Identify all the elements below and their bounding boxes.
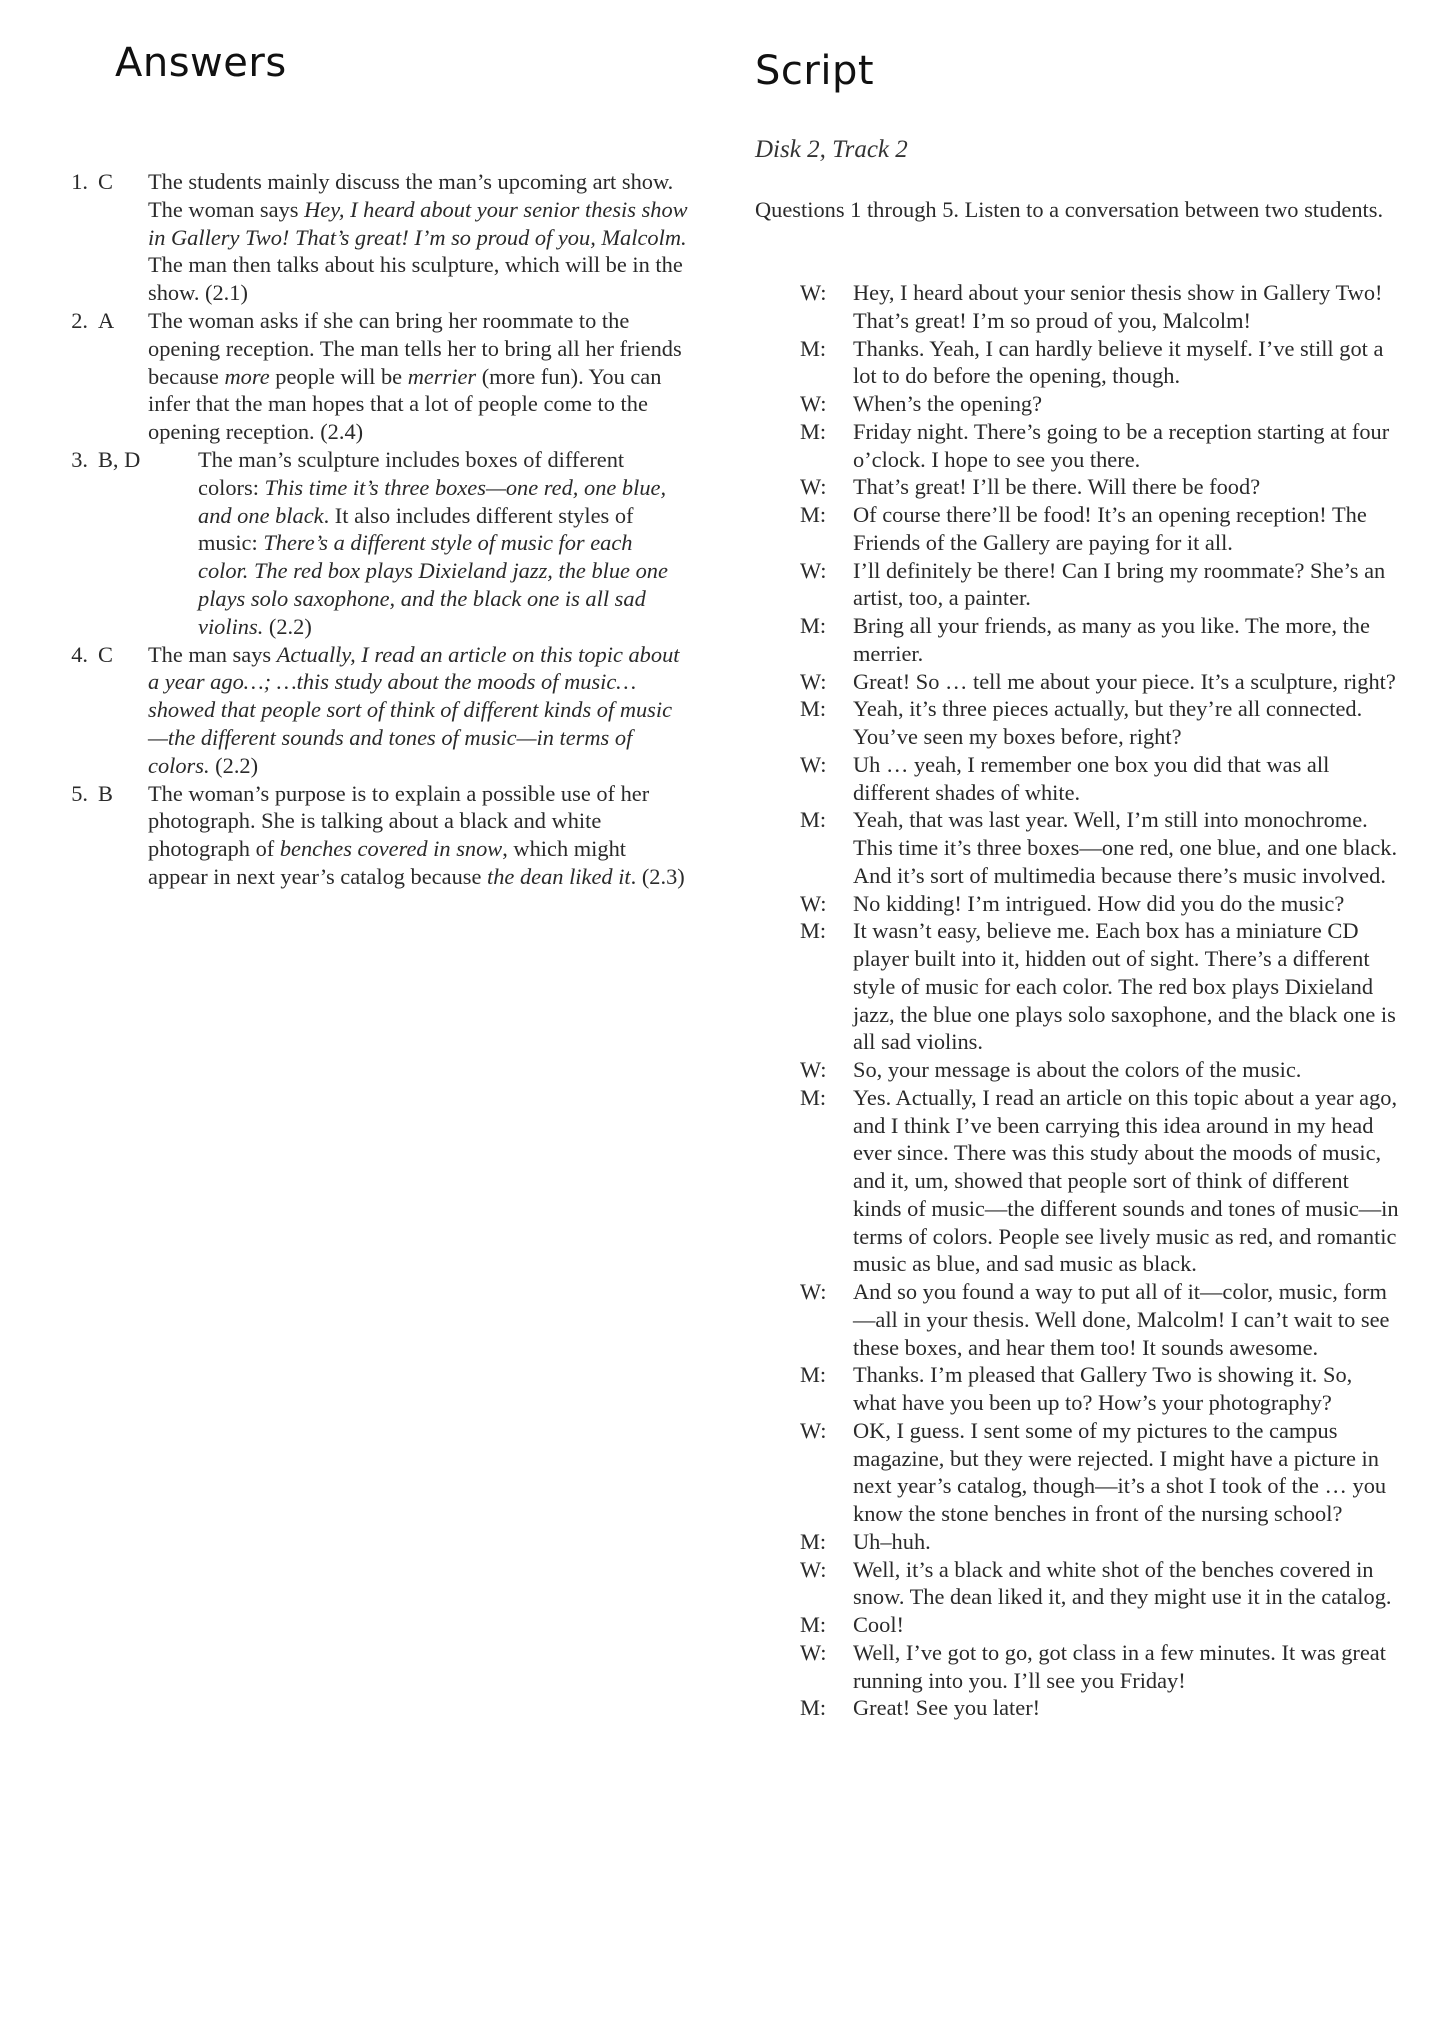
quoted-text: benches covered in snow <box>279 836 503 862</box>
disk-track-label: Disk 2, Track 2 <box>755 136 908 163</box>
explanation-text: The man’s sculpture includes boxes of different colors: <box>198 446 625 500</box>
answer-item <box>58 641 688 780</box>
utterance-text: Yes. Actually, I read an article on this topic about a year ago, and I think I’ve been carrying this idea around in my head ever since. There was this study about the moods of music, and it, um, showed that people sort of think of different kinds of music—the different sounds and tones of music—in terms of colors. People see lively music as red, and romantic music as blue, and sad music as black. <box>853 1084 1399 1277</box>
answer-item <box>58 307 688 446</box>
utterance-text: Of course there’ll be food! It’s an opening reception! The Friends of the Gallery are paying for it all. <box>853 502 1367 555</box>
explanation-text: The woman’s purpose is to explain a possible use of her photograph. She is talking about a black and white photograph of <box>148 780 650 862</box>
answer-number: 2. <box>71 307 88 333</box>
speaker-label: M: <box>800 335 827 361</box>
explanation-text: The man then talks about his sculpture, which will be in the show. (2.1) <box>148 252 683 306</box>
dialogue-line <box>800 335 1400 391</box>
dialogue-line <box>800 279 1400 335</box>
answer-explanation <box>148 641 688 780</box>
answers-heading: Answers <box>115 40 287 86</box>
speaker-label: M: <box>800 613 827 638</box>
utterance-text: Uh–huh. <box>853 1528 931 1554</box>
answer-explanation <box>198 446 688 641</box>
speaker-label: W: <box>800 474 827 500</box>
dialogue-line <box>800 1611 1400 1639</box>
quoted-text: merrier <box>407 363 477 389</box>
dialogue-line <box>800 751 1400 807</box>
speaker-label: M: <box>800 1528 827 1554</box>
speaker-label: M: <box>800 1612 827 1637</box>
utterance-text: Thanks. I’m pleased that Gallery Two is showing it. So, what have you been up to? How’s your photography? <box>853 1362 1353 1415</box>
dialogue-line <box>800 1528 1400 1556</box>
answer-key: C <box>98 641 113 667</box>
explanation-text: people will be <box>269 363 408 389</box>
quoted-text: more <box>224 363 270 389</box>
dialogue-line <box>800 1417 1400 1528</box>
explanation-text: (more fun). You can infer that the man hopes that a lot of people come to the opening reception. (2.4) <box>148 363 662 445</box>
utterance-text: Yeah, it’s three pieces actually, but they’re all connected. You’ve seen my boxes before, right? <box>853 696 1363 749</box>
speaker-label: M: <box>800 1695 827 1721</box>
answer-number: 5. <box>71 780 88 806</box>
utterance-text: When’s the opening? <box>853 391 1043 416</box>
speaker-label: W: <box>800 1279 827 1304</box>
utterance-text: Bring all your friends, as many as you like. The more, the merrier. <box>853 613 1370 666</box>
speaker-label: M: <box>800 918 827 944</box>
speaker-label: M: <box>800 807 827 833</box>
utterance-text: Well, it’s a black and white shot of the benches covered in snow. The dean liked it, and they might use it in the catalog. <box>853 1556 1392 1610</box>
quoted-text: This time it’s three boxes—one red, one blue, and one black <box>198 474 667 528</box>
utterance-text: Great! So … tell me about your piece. It’s a sculpture, right? <box>853 668 1396 694</box>
answer-explanation <box>148 168 688 307</box>
utterance-text: Hey, I heard about your senior thesis show in Gallery Two! That’s great! I’m so proud of you, Malcolm! <box>853 280 1383 333</box>
dialogue-line <box>800 1694 1400 1722</box>
dialogue-line <box>800 917 1400 1056</box>
speaker-label: W: <box>800 890 827 916</box>
dialogue-line <box>800 1084 1400 1278</box>
dialogue-line <box>800 668 1400 696</box>
utterance-text: No kidding! I’m intrigued. How did you do the music? <box>853 890 1345 916</box>
explanation-text: The woman asks if she can bring her roommate to the opening reception. The man tells her to bring all her friends because <box>148 307 682 389</box>
utterance-text: Uh … yeah, I remember one box you did that was all different shades of white. <box>853 751 1330 805</box>
script-heading: Script <box>755 48 875 94</box>
explanation-text: The man says <box>148 641 277 667</box>
answers-list <box>58 168 688 891</box>
speaker-label: W: <box>800 1417 827 1443</box>
dialogue-line <box>800 1056 1400 1084</box>
utterance-text: It wasn’t easy, believe me. Each box has a miniature CD player built into it, hidden out of sight. There’s a different style of music for each color. The red box plays Dixieland jazz, the blue one plays solo saxophone, and the black one is all sad violins. <box>853 918 1396 1055</box>
speaker-label: M: <box>800 1362 827 1388</box>
dialogue-line <box>800 806 1400 889</box>
dialogue-line <box>800 890 1400 918</box>
answer-key: C <box>98 169 113 194</box>
dialogue-line <box>800 1361 1400 1417</box>
quoted-text: There’s a different style of music for each color. The red box plays Dixieland jazz, the blue one plays solo saxophone, and the black one is all sad violins. <box>198 530 668 639</box>
utterance-text: Great! See you later! <box>853 1695 1041 1721</box>
utterance-text: Cool! <box>853 1612 905 1637</box>
speaker-label: M: <box>800 502 827 527</box>
explanation-text: . (2.3) <box>630 863 685 889</box>
dialogue-line <box>800 1556 1400 1612</box>
utterance-text: So, your message is about the colors of the music. <box>853 1057 1302 1082</box>
answer-item <box>58 446 688 641</box>
speaker-label: W: <box>800 280 827 305</box>
speaker-label: W: <box>800 391 827 416</box>
answer-explanation <box>148 307 688 446</box>
utterance-text: Well, I’ve got to go, got class in a few minutes. It was great running into you. I’ll see you Friday! <box>853 1639 1386 1693</box>
answer-item <box>58 168 688 307</box>
explanation-text: . It also includes different styles of music: <box>198 502 634 556</box>
dialogue-line <box>800 390 1400 418</box>
answer-number: 4. <box>71 641 88 667</box>
speaker-label: W: <box>800 1556 827 1582</box>
speaker-label: M: <box>800 1084 827 1110</box>
answer-item <box>58 780 688 891</box>
explanation-text: (2.2) <box>263 613 312 639</box>
answer-key: A <box>98 307 115 333</box>
quoted-text: the dean liked it <box>487 863 631 889</box>
dialogue <box>800 279 1400 1722</box>
quoted-text: Actually, I read an article on this topic about a year ago…; …this study about the moods of music…showed that people sort of think of different kinds of music—the different sounds and tones of music—in terms of colors. <box>148 641 680 778</box>
answer-number: 1. <box>71 169 88 194</box>
speaker-label: W: <box>800 668 827 694</box>
speaker-label: W: <box>800 1057 827 1082</box>
speaker-label: W: <box>800 1639 827 1665</box>
utterance-text: Thanks. Yeah, I can hardly believe it myself. I’ve still got a lot to do before the opening, though. <box>853 335 1384 389</box>
explanation-text: , which might appear in next year’s catalog because <box>148 836 626 889</box>
utterance-text: I’ll definitely be there! Can I bring my roommate? She’s an artist, too, a painter. <box>853 557 1386 611</box>
utterance-text: Yeah, that was last year. Well, I’m still into monochrome. This time it’s three boxes—one red, one blue, and one black. And it’s sort of multimedia because there’s music involved. <box>853 807 1398 888</box>
dialogue-line <box>800 557 1400 613</box>
speaker-label: W: <box>800 751 827 777</box>
dialogue-line <box>800 612 1400 668</box>
speaker-label: M: <box>800 696 827 722</box>
answer-explanation <box>148 780 688 891</box>
quoted-text: Hey, I heard about your senior thesis show in Gallery Two! That’s great! I’m so proud of you, Malcolm. <box>148 196 688 250</box>
explanation-text: The students mainly discuss the man’s upcoming art show. The woman says <box>148 169 674 222</box>
dialogue-line <box>800 1278 1400 1361</box>
utterance-text: And so you found a way to put all of it—color, music, form—all in your thesis. Well done, Malcolm! I can’t wait to see these boxes, and hear them too! It sounds awesome. <box>853 1279 1390 1360</box>
utterance-text: OK, I guess. I sent some of my pictures to the campus magazine, but they were rejected. I might have a picture in next year’s catalog, though—it’s a shot I took of the … you know the stone benches in front of the nursing school? <box>853 1417 1387 1526</box>
utterance-text: Friday night. There’s going to be a reception starting at four o’clock. I hope to see you there. <box>853 418 1390 472</box>
dialogue-line <box>800 501 1400 557</box>
dialogue-line <box>800 1639 1400 1695</box>
explanation-text: (2.2) <box>209 752 259 778</box>
utterance-text: That’s great! I’ll be there. Will there be food? <box>853 474 1261 500</box>
script-intro: Questions 1 through 5. Listen to a conversation between two students. <box>755 197 1384 222</box>
dialogue-line <box>800 695 1400 751</box>
answer-number: 3. <box>71 446 88 472</box>
dialogue-line <box>800 418 1400 474</box>
speaker-label: W: <box>800 557 827 583</box>
dialogue-line <box>800 473 1400 501</box>
answer-key: B <box>98 780 113 806</box>
speaker-label: M: <box>800 418 827 444</box>
answer-key: B, D <box>98 446 141 472</box>
